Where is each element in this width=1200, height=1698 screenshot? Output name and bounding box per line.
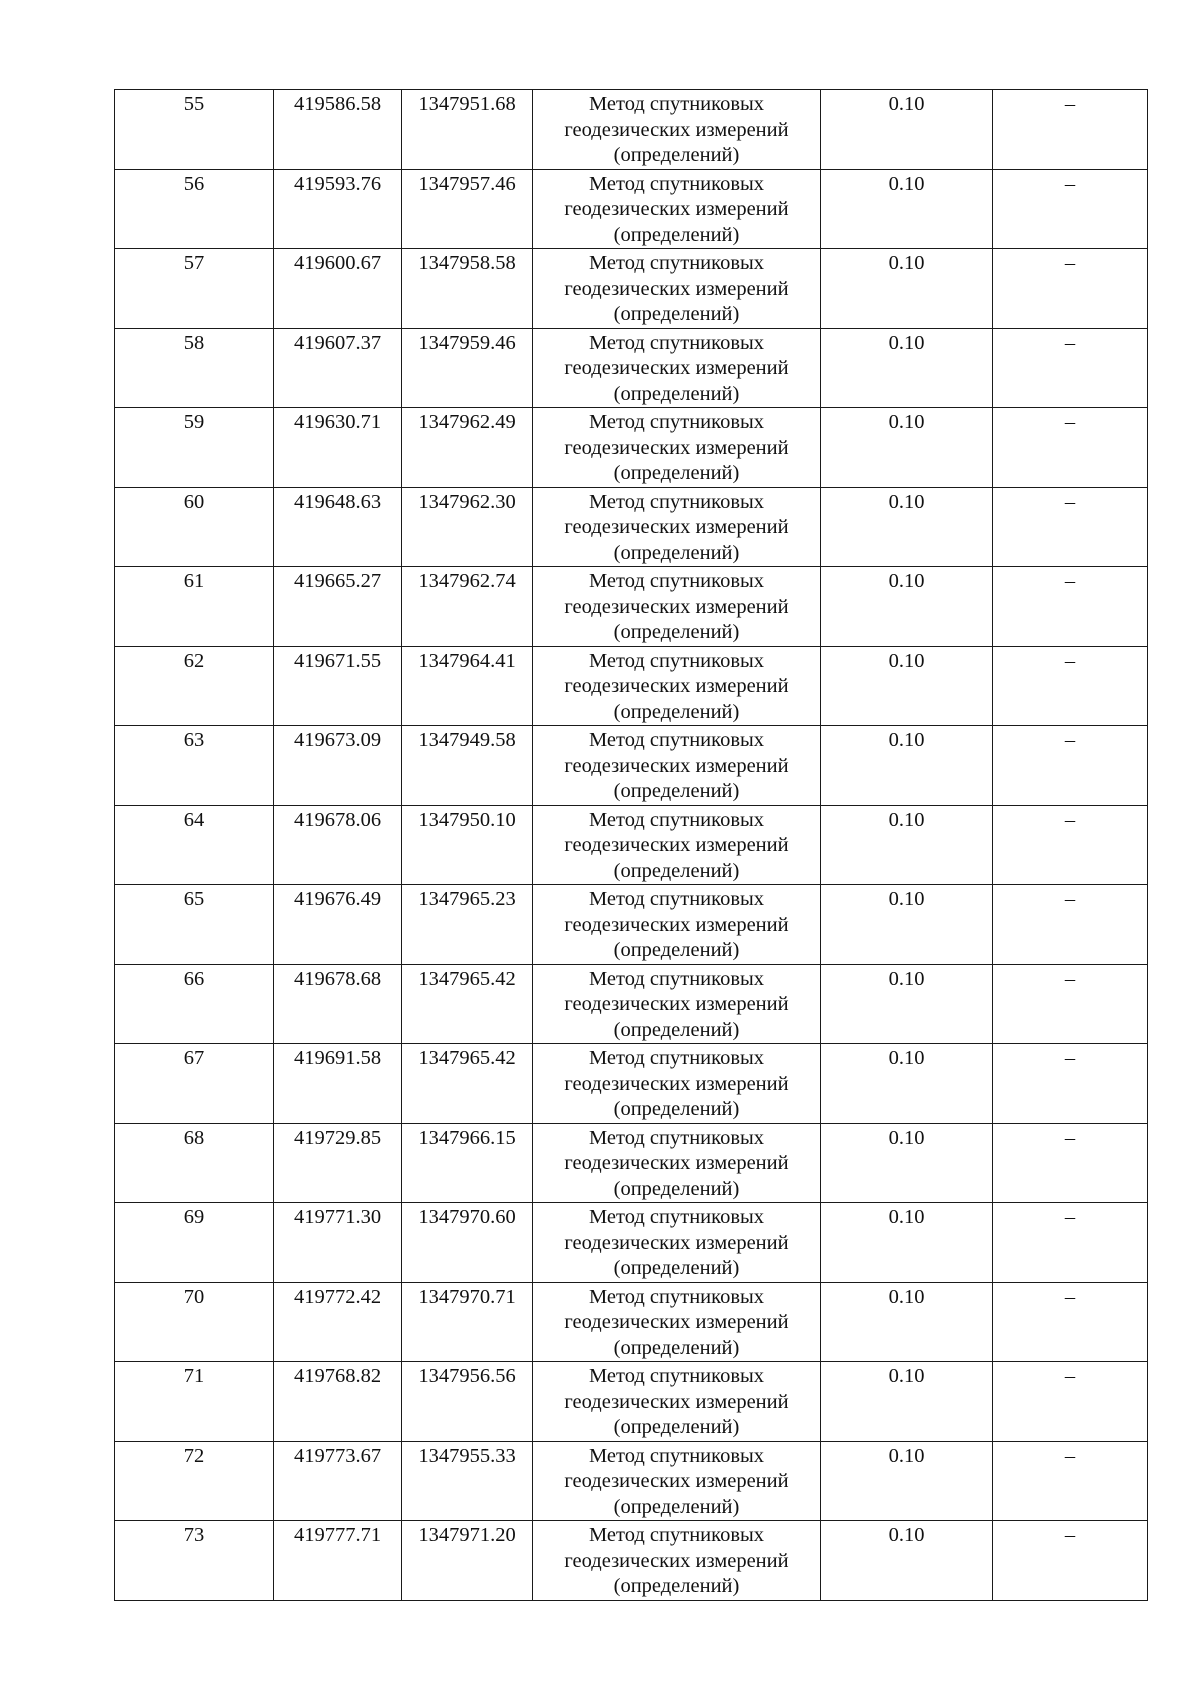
accuracy-cell: 0.10 — [821, 169, 993, 249]
y-coordinate-cell: 1347965.23 — [402, 885, 533, 965]
y-coordinate-cell: 1347962.49 — [402, 408, 533, 488]
method-cell — [533, 1441, 821, 1521]
method-line: (определений) — [613, 621, 740, 643]
y-coordinate-cell: 1347955.33 — [402, 1441, 533, 1521]
accuracy-cell: 0.10 — [821, 1044, 993, 1124]
note-cell: – — [993, 964, 1148, 1044]
x-coordinate-cell: 419671.55 — [274, 646, 402, 726]
method-line: (определений) — [613, 700, 740, 723]
table-row — [115, 487, 1148, 567]
method-line: (определений) — [613, 1336, 740, 1359]
y-coordinate-cell: 1347971.20 — [402, 1521, 533, 1601]
method-line: геодезических измерений — [564, 1470, 789, 1492]
method-line: Метод спутниковых — [588, 490, 765, 513]
method-cell — [533, 1203, 821, 1283]
y-coordinate-cell: 1347951.68 — [402, 90, 533, 170]
method-line: Метод спутниковых — [588, 331, 765, 354]
x-coordinate-cell: 419678.06 — [274, 805, 402, 885]
method-line: (определений) — [613, 1495, 740, 1518]
x-coordinate-cell: 419665.27 — [274, 567, 402, 647]
coordinates-table — [114, 89, 1148, 1601]
note-cell: – — [993, 1521, 1148, 1601]
method-cell — [533, 169, 821, 249]
method-line: геодезических измерений — [564, 198, 789, 220]
note-cell: – — [993, 646, 1148, 726]
table-row — [115, 328, 1148, 408]
method-cell — [533, 1362, 821, 1442]
method-cell — [533, 885, 821, 965]
x-coordinate-cell: 419771.30 — [274, 1203, 402, 1283]
y-coordinate-cell: 1347965.42 — [402, 1044, 533, 1124]
y-coordinate-cell: 1347962.30 — [402, 487, 533, 567]
accuracy-cell: 0.10 — [821, 1123, 993, 1203]
method-line: Метод спутниковых — [588, 1285, 765, 1308]
note-cell: – — [993, 408, 1148, 488]
method-line: геодезических измерений — [564, 357, 789, 379]
method-line: (определений) — [613, 462, 740, 484]
accuracy-cell: 0.10 — [821, 328, 993, 408]
accuracy-cell: 0.10 — [821, 567, 993, 647]
method-line: (определений) — [613, 1018, 740, 1041]
method-line: (определений) — [613, 144, 740, 166]
note-cell: – — [993, 805, 1148, 885]
note-cell: – — [993, 1123, 1148, 1203]
table-row — [115, 249, 1148, 329]
y-coordinate-cell: 1347959.46 — [402, 328, 533, 408]
method-line: (определений) — [613, 1257, 740, 1279]
note-cell: – — [993, 487, 1148, 567]
table-row — [115, 1521, 1148, 1601]
point-number-cell: 55 — [115, 90, 274, 170]
accuracy-cell: 0.10 — [821, 885, 993, 965]
x-coordinate-cell: 419607.37 — [274, 328, 402, 408]
note-cell: – — [993, 328, 1148, 408]
x-coordinate-cell: 419676.49 — [274, 885, 402, 965]
note-cell: – — [993, 567, 1148, 647]
method-line: геодезических измерений — [564, 675, 789, 697]
table-row — [115, 726, 1148, 806]
table-row — [115, 885, 1148, 965]
y-coordinate-cell: 1347964.41 — [402, 646, 533, 726]
method-line: Метод спутниковых — [588, 808, 765, 831]
y-coordinate-cell: 1347956.56 — [402, 1362, 533, 1442]
note-cell: – — [993, 726, 1148, 806]
note-cell: – — [993, 1441, 1148, 1521]
method-line: Метод спутниковых — [588, 93, 765, 115]
method-line: (определений) — [613, 1098, 740, 1120]
method-cell — [533, 487, 821, 567]
method-line: (определений) — [613, 1416, 740, 1438]
method-line: (определений) — [613, 1177, 740, 1200]
point-number-cell: 68 — [115, 1123, 274, 1203]
x-coordinate-cell: 419586.58 — [274, 90, 402, 170]
method-cell — [533, 328, 821, 408]
method-line: геодезических измерений — [564, 1390, 789, 1413]
table-row — [115, 90, 1148, 170]
method-cell — [533, 90, 821, 170]
method-line: (определений) — [613, 1575, 740, 1597]
table-row — [115, 567, 1148, 647]
accuracy-cell: 0.10 — [821, 1521, 993, 1601]
x-coordinate-cell: 419768.82 — [274, 1362, 402, 1442]
accuracy-cell: 0.10 — [821, 1441, 993, 1521]
method-line: геодезических измерений — [564, 993, 789, 1015]
method-line: Метод спутниковых — [588, 888, 765, 910]
table-row — [115, 805, 1148, 885]
method-line: (определений) — [613, 303, 740, 325]
accuracy-cell: 0.10 — [821, 1362, 993, 1442]
method-cell — [533, 646, 821, 726]
x-coordinate-cell: 419777.71 — [274, 1521, 402, 1601]
method-line: геодезических измерений — [564, 1549, 789, 1572]
point-number-cell: 57 — [115, 249, 274, 329]
accuracy-cell: 0.10 — [821, 1282, 993, 1362]
accuracy-cell: 0.10 — [821, 726, 993, 806]
table-row — [115, 408, 1148, 488]
method-cell — [533, 964, 821, 1044]
accuracy-cell: 0.10 — [821, 249, 993, 329]
note-cell: – — [993, 1282, 1148, 1362]
method-line: Метод спутниковых — [588, 649, 765, 672]
method-line: геодезических измерений — [564, 1311, 789, 1333]
method-line: геодезических измерений — [564, 1152, 789, 1174]
point-number-cell: 70 — [115, 1282, 274, 1362]
x-coordinate-cell: 419630.71 — [274, 408, 402, 488]
x-coordinate-cell: 419673.09 — [274, 726, 402, 806]
method-cell — [533, 408, 821, 488]
x-coordinate-cell: 419593.76 — [274, 169, 402, 249]
method-line: геодезических измерений — [564, 834, 789, 856]
accuracy-cell: 0.10 — [821, 90, 993, 170]
method-line: геодезических измерений — [564, 436, 789, 459]
y-coordinate-cell: 1347950.10 — [402, 805, 533, 885]
method-line: (определений) — [613, 223, 740, 246]
y-coordinate-cell: 1347949.58 — [402, 726, 533, 806]
x-coordinate-cell: 419773.67 — [274, 1441, 402, 1521]
method-cell — [533, 249, 821, 329]
table-body — [115, 90, 1148, 1601]
method-line: Метод спутниковых — [588, 729, 765, 751]
point-number-cell: 60 — [115, 487, 274, 567]
table-row — [115, 1044, 1148, 1124]
method-line: геодезических измерений — [564, 516, 789, 538]
point-number-cell: 59 — [115, 408, 274, 488]
point-number-cell: 63 — [115, 726, 274, 806]
accuracy-cell: 0.10 — [821, 646, 993, 726]
method-line: Метод спутниковых — [588, 967, 765, 990]
method-line: (определений) — [613, 859, 740, 882]
x-coordinate-cell: 419691.58 — [274, 1044, 402, 1124]
method-line: Метод спутниковых — [588, 1206, 765, 1228]
method-line: Метод спутниковых — [588, 1126, 765, 1149]
point-number-cell: 65 — [115, 885, 274, 965]
note-cell: – — [993, 249, 1148, 329]
x-coordinate-cell: 419648.63 — [274, 487, 402, 567]
point-number-cell: 61 — [115, 567, 274, 647]
method-line: Метод спутниковых — [588, 1444, 765, 1467]
method-cell — [533, 1521, 821, 1601]
point-number-cell: 69 — [115, 1203, 274, 1283]
method-line: геодезических измерений — [564, 595, 789, 618]
method-line: Метод спутниковых — [588, 411, 765, 433]
table-row — [115, 1123, 1148, 1203]
y-coordinate-cell: 1347970.71 — [402, 1282, 533, 1362]
method-line: геодезических измерений — [564, 913, 789, 936]
method-line: (определений) — [613, 541, 740, 564]
y-coordinate-cell: 1347958.58 — [402, 249, 533, 329]
point-number-cell: 64 — [115, 805, 274, 885]
point-number-cell: 66 — [115, 964, 274, 1044]
x-coordinate-cell: 419772.42 — [274, 1282, 402, 1362]
point-number-cell: 62 — [115, 646, 274, 726]
point-number-cell: 71 — [115, 1362, 274, 1442]
table-row — [115, 964, 1148, 1044]
method-line: (определений) — [613, 780, 740, 802]
method-line: (определений) — [613, 939, 740, 961]
table-row — [115, 1282, 1148, 1362]
x-coordinate-cell: 419678.68 — [274, 964, 402, 1044]
note-cell: – — [993, 169, 1148, 249]
y-coordinate-cell: 1347957.46 — [402, 169, 533, 249]
y-coordinate-cell: 1347962.74 — [402, 567, 533, 647]
accuracy-cell: 0.10 — [821, 487, 993, 567]
point-number-cell: 73 — [115, 1521, 274, 1601]
table-row — [115, 1362, 1148, 1442]
method-line: Метод спутниковых — [588, 570, 765, 592]
method-cell — [533, 726, 821, 806]
method-line: Метод спутниковых — [588, 1047, 765, 1069]
method-line: геодезических измерений — [564, 754, 789, 777]
point-number-cell: 56 — [115, 169, 274, 249]
note-cell: – — [993, 1044, 1148, 1124]
method-line: геодезических измерений — [564, 277, 789, 300]
method-cell — [533, 805, 821, 885]
method-cell — [533, 1123, 821, 1203]
accuracy-cell: 0.10 — [821, 964, 993, 1044]
method-cell — [533, 1282, 821, 1362]
accuracy-cell: 0.10 — [821, 805, 993, 885]
y-coordinate-cell: 1347966.15 — [402, 1123, 533, 1203]
point-number-cell: 67 — [115, 1044, 274, 1124]
note-cell: – — [993, 1203, 1148, 1283]
method-line: Метод спутниковых — [588, 252, 765, 274]
accuracy-cell: 0.10 — [821, 1203, 993, 1283]
method-line: геодезических измерений — [564, 118, 789, 141]
point-number-cell: 58 — [115, 328, 274, 408]
accuracy-cell: 0.10 — [821, 408, 993, 488]
table-row — [115, 1441, 1148, 1521]
note-cell: – — [993, 1362, 1148, 1442]
method-line: (определений) — [613, 382, 740, 405]
table-row — [115, 1203, 1148, 1283]
x-coordinate-cell: 419600.67 — [274, 249, 402, 329]
note-cell: – — [993, 885, 1148, 965]
method-line: Метод спутниковых — [588, 1524, 765, 1546]
point-number-cell: 72 — [115, 1441, 274, 1521]
x-coordinate-cell: 419729.85 — [274, 1123, 402, 1203]
method-line: геодезических измерений — [564, 1231, 789, 1254]
y-coordinate-cell: 1347965.42 — [402, 964, 533, 1044]
method-cell — [533, 1044, 821, 1124]
y-coordinate-cell: 1347970.60 — [402, 1203, 533, 1283]
method-cell — [533, 567, 821, 647]
note-cell: – — [993, 90, 1148, 170]
table-row — [115, 169, 1148, 249]
method-line: геодезических измерений — [564, 1072, 789, 1095]
method-line: Метод спутниковых — [588, 172, 765, 195]
table-row — [115, 646, 1148, 726]
method-line: Метод спутниковых — [588, 1365, 765, 1387]
